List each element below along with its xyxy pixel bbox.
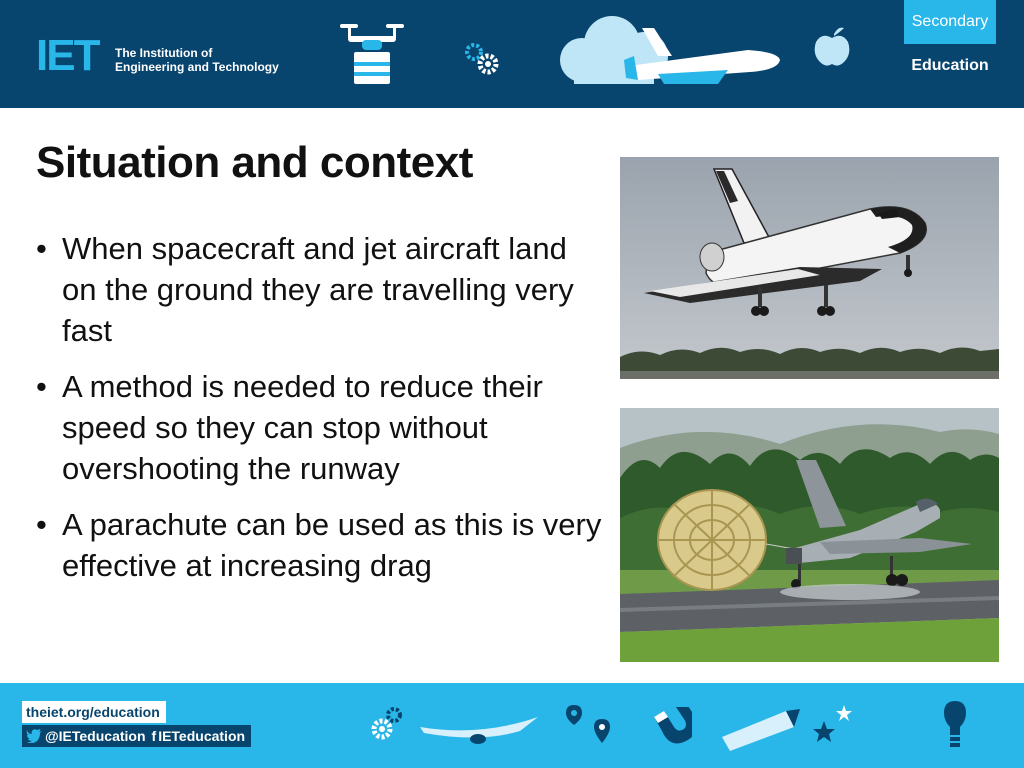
location-pin-icon (564, 703, 614, 749)
bullet-item: • A method is needed to reduce their speed so they can stop without overshooting the runway (36, 366, 606, 489)
badge-top-label: Secondary (904, 0, 996, 44)
website-link[interactable]: theiet.org/education (22, 701, 166, 723)
apple-icon (812, 24, 852, 68)
bullet-item: • When spacecraft and jet aircraft land on the ground they are travelling very fast (36, 228, 606, 351)
stars-icon (812, 703, 856, 743)
gears-icon (370, 705, 406, 741)
magnet-icon (648, 707, 692, 747)
bullet-list (36, 228, 606, 601)
secondary-education-badge (904, 0, 996, 92)
space-shuttle-icon (618, 26, 784, 88)
social-links (22, 725, 251, 747)
plane-icon (420, 715, 540, 749)
gears-icon (464, 42, 502, 76)
org-name-line2: Engineering and Technology (115, 60, 279, 74)
twitter-handle[interactable]: @IETeducation (45, 728, 146, 744)
facebook-handle[interactable]: IETeducation (158, 728, 246, 744)
org-name-line1: The Institution of (115, 46, 213, 60)
footer-banner (0, 683, 1024, 768)
header-banner (0, 0, 1024, 108)
pencil-icon (722, 707, 802, 751)
light-bulb-icon (940, 699, 970, 751)
bullet-item: • A parachute can be used as this is very effective at increasing drag (36, 504, 606, 586)
slide-title: Situation and context (36, 138, 473, 187)
drone-icon (336, 20, 408, 88)
facebook-icon: f (151, 728, 157, 744)
jet-with-drag-parachute-photo (620, 408, 999, 662)
iet-logo[interactable] (36, 31, 296, 80)
org-name (115, 46, 295, 74)
twitter-icon (26, 729, 42, 743)
space-shuttle-landing-photo (620, 157, 999, 379)
badge-bottom-label: Education (911, 57, 989, 74)
iet-logo-mark: IET (36, 31, 99, 80)
